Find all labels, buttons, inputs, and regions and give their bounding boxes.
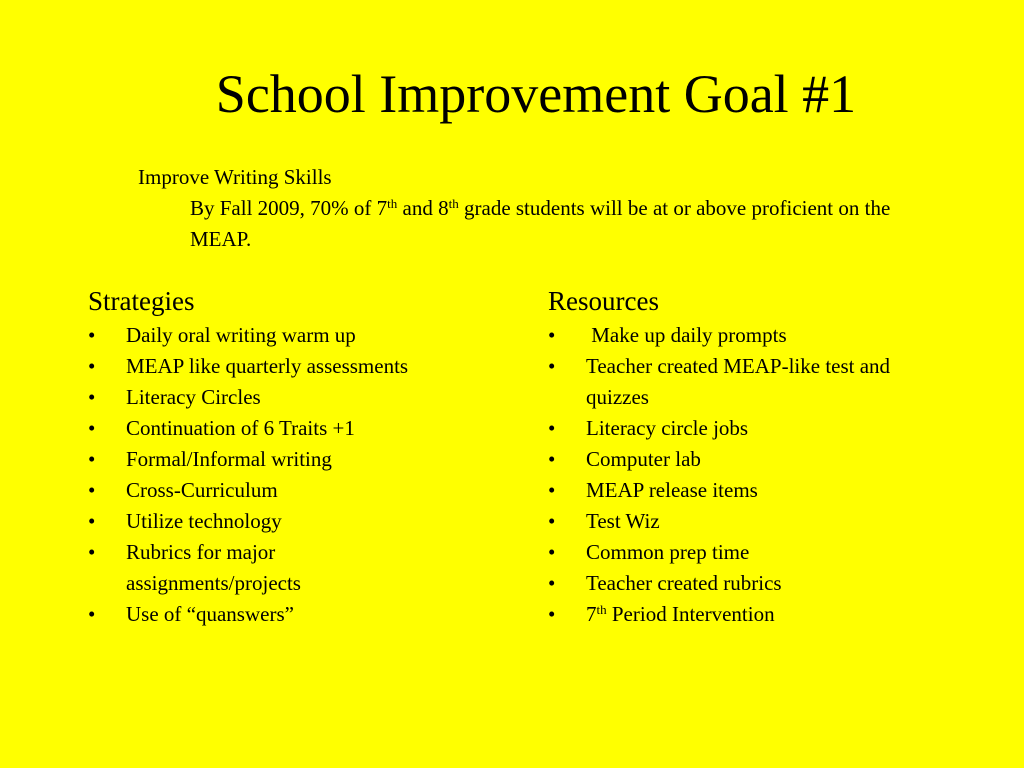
resource-item-label: Common prep time bbox=[586, 540, 750, 564]
resource-item-label: Teacher created MEAP-like test and quizzes bbox=[586, 354, 891, 409]
strategy-item bbox=[88, 320, 508, 351]
bullet-icon: • bbox=[88, 385, 96, 409]
resource-item bbox=[548, 568, 968, 599]
strategies-title: Strategies bbox=[88, 286, 195, 316]
bullet-icon: • bbox=[548, 478, 556, 502]
resource-item-sup: th bbox=[596, 602, 607, 617]
strategy-item bbox=[88, 413, 508, 444]
resource-item bbox=[548, 506, 968, 537]
resource-item bbox=[548, 599, 968, 630]
bullet-icon: • bbox=[88, 602, 96, 626]
strategy-item bbox=[88, 351, 508, 382]
bullet-icon: • bbox=[88, 354, 96, 378]
strategy-item-label: Use of “quanswers” bbox=[126, 602, 294, 626]
resource-item-label: Test Wiz bbox=[586, 509, 660, 533]
resource-item bbox=[548, 320, 968, 351]
strategies-list bbox=[88, 320, 508, 630]
resources-title: Resources bbox=[548, 286, 659, 316]
strategy-item bbox=[88, 506, 508, 537]
strategy-item bbox=[88, 444, 508, 475]
strategy-item bbox=[88, 475, 508, 506]
goal-detail bbox=[138, 193, 918, 255]
bullet-icon: • bbox=[548, 509, 556, 533]
strategy-item-label: Literacy Circles bbox=[126, 385, 261, 409]
goal-detail-part2: and 8 bbox=[397, 196, 449, 220]
resources-column bbox=[548, 283, 968, 630]
resources-list bbox=[548, 320, 968, 630]
strategy-item-label: Daily oral writing warm up bbox=[126, 323, 356, 347]
resource-item bbox=[548, 444, 968, 475]
resource-item bbox=[548, 351, 926, 413]
resource-item bbox=[548, 537, 968, 568]
strategy-item-label: Continuation of 6 Traits +1 bbox=[126, 416, 355, 440]
slide-title: School Improvement Goal #1 bbox=[215, 64, 857, 124]
goal-detail-sup2: th bbox=[448, 196, 459, 211]
resource-item bbox=[548, 475, 968, 506]
bullet-icon: • bbox=[548, 447, 556, 471]
strategy-item bbox=[88, 382, 508, 413]
resource-item-label: Literacy circle jobs bbox=[586, 416, 749, 440]
resource-item-label: Teacher created rubrics bbox=[586, 571, 782, 595]
resource-item-label: Computer lab bbox=[586, 447, 701, 471]
strategy-item-label: Rubrics for major assignments/projects bbox=[126, 540, 301, 595]
bullet-icon: • bbox=[88, 416, 96, 440]
bullet-icon: • bbox=[548, 354, 556, 378]
strategy-item-label: Cross-Curriculum bbox=[126, 478, 278, 502]
bullet-icon: • bbox=[548, 602, 556, 626]
bullet-icon: • bbox=[88, 478, 96, 502]
resource-item-prefix: 7 bbox=[586, 602, 597, 626]
resource-item-label: MEAP release items bbox=[586, 478, 758, 502]
goal-detail-part1: By Fall 2009, 70% of 7 bbox=[190, 196, 388, 220]
strategy-item-label: Utilize technology bbox=[126, 509, 282, 533]
resource-item-suffix: Period Intervention bbox=[606, 602, 775, 626]
goal-block bbox=[138, 162, 918, 255]
bullet-icon: • bbox=[88, 540, 96, 564]
bullet-icon: • bbox=[548, 416, 556, 440]
bullet-icon: • bbox=[548, 540, 556, 564]
bullet-icon: • bbox=[88, 447, 96, 471]
bullet-icon: • bbox=[88, 509, 96, 533]
resource-item bbox=[548, 413, 968, 444]
bullet-icon: • bbox=[548, 571, 556, 595]
goal-heading: Improve Writing Skills bbox=[138, 165, 332, 189]
strategy-item-label: MEAP like quarterly assessments bbox=[126, 354, 409, 378]
resource-item-label: Make up daily prompts bbox=[586, 323, 787, 347]
goal-detail-part3: grade students will be at or above proficient on the MEAP. bbox=[190, 196, 891, 251]
strategies-column bbox=[88, 283, 508, 630]
goal-detail-sup1: th bbox=[387, 196, 398, 211]
bullet-icon: • bbox=[88, 323, 96, 347]
strategy-item bbox=[88, 599, 508, 630]
bullet-icon: • bbox=[548, 323, 556, 347]
strategy-item-label: Formal/Informal writing bbox=[126, 447, 332, 471]
strategy-item bbox=[88, 537, 356, 599]
